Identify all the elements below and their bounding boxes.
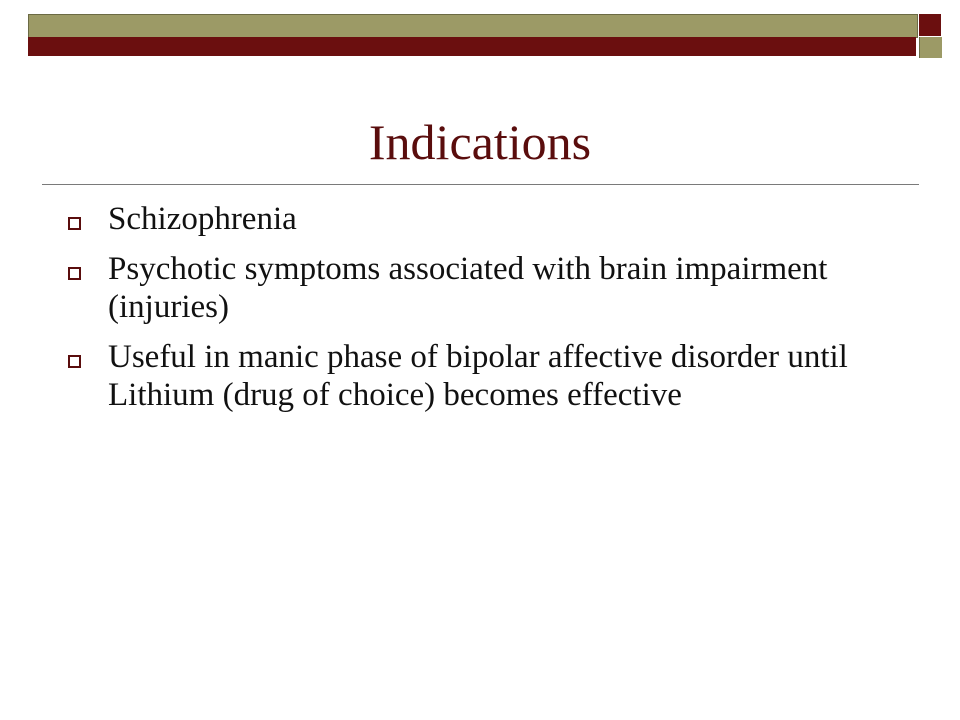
header-band-maroon	[28, 37, 916, 56]
header-corner-olive	[919, 37, 942, 58]
header-band-olive	[28, 14, 918, 38]
square-bullet-icon	[68, 267, 81, 280]
header-corner-maroon	[919, 14, 941, 36]
bullet-text: Schizophrenia	[108, 201, 297, 237]
bullet-item	[66, 250, 866, 326]
slide-title: Indications	[368, 114, 592, 170]
square-bullet-icon	[68, 355, 81, 368]
bullet-text: Useful in manic phase of bipolar affective disorder until Lithium (drug of choice) becomes effective	[108, 339, 848, 413]
bullet-list	[66, 200, 866, 426]
bullet-text: Psychotic symptoms associated with brain impairment (injuries)	[108, 251, 828, 325]
bullet-item	[66, 200, 866, 238]
bullet-item	[66, 338, 866, 414]
title-divider	[42, 184, 919, 185]
square-bullet-icon	[68, 217, 81, 230]
